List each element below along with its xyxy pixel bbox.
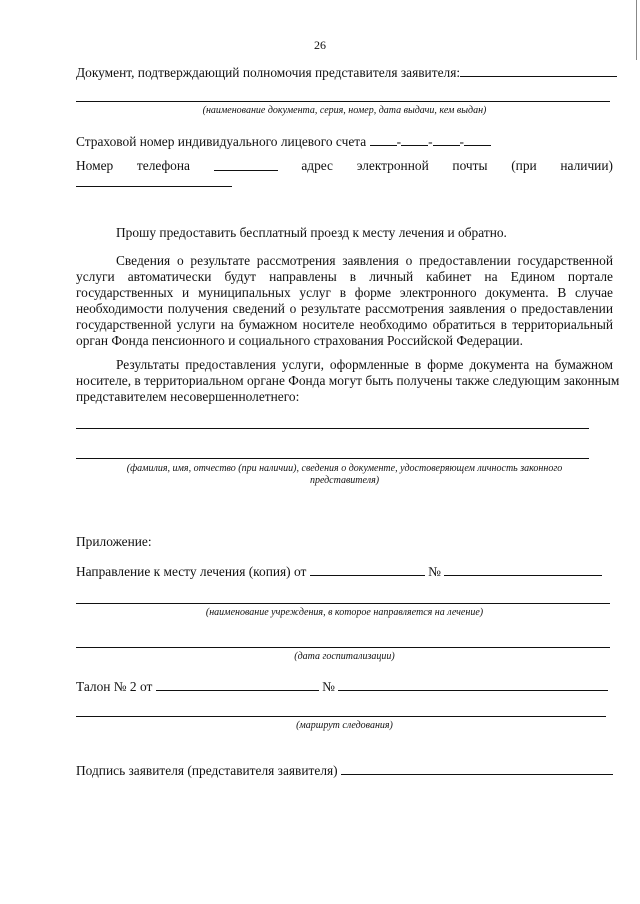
phone-word-1: Номер [76, 158, 114, 173]
snils-separator: - [396, 134, 402, 149]
results-line: государственных и муниципальных услуг в форме электронного документа. В случае [76, 285, 613, 301]
snils-line [76, 133, 613, 150]
legal-rep-caption-1: (фамилия, имя, отчество (при наличии), сведения о документе, удостоверяющем личность законного [126, 463, 563, 474]
coupon-date-field[interactable] [156, 678, 319, 691]
coupon-route-caption: (маршрут следования) [296, 720, 393, 731]
results-line: государственной услуги на бумажном носителе необходимо обратиться в территориальный [76, 317, 613, 333]
request-text: Прошу предоставить бесплатный проезд к месту лечения и обратно. [116, 225, 507, 240]
email-field[interactable] [76, 186, 232, 187]
referral-line [76, 563, 613, 580]
paper-line: представителем несовершеннолетнего: [76, 389, 300, 405]
legal-rep-caption-2: представителя) [309, 475, 380, 486]
paper-line: Результаты предоставления услуги, оформленные в форме документа на бумажном [116, 357, 613, 372]
snils-field-4[interactable] [464, 133, 491, 146]
attachment-title: Приложение: [76, 534, 152, 549]
representative-line [76, 64, 613, 81]
coupon-line [76, 678, 613, 695]
page-number: 26 [314, 38, 326, 52]
phone-word-2: телефона [136, 158, 190, 173]
phone-field[interactable] [214, 158, 278, 171]
results-paragraph [76, 253, 613, 350]
results-line: услуги автоматически будут направлены в личный кабинет на Едином портале [76, 269, 613, 285]
signature-field[interactable] [341, 762, 613, 775]
results-line: Сведения о результате рассмотрения заявления о предоставлении государственной [116, 253, 613, 268]
results-line: необходимости получения сведений о результате рассмотрения заявления о предоставлении [76, 301, 613, 317]
email-word-4: (при [511, 158, 537, 173]
representative-field[interactable] [460, 64, 617, 77]
referral-number-field[interactable] [444, 563, 602, 576]
snils-field-1[interactable] [370, 133, 397, 146]
results-line: орган Фонда пенсионного и социального страхования Российской Федерации. [76, 333, 523, 349]
snils-separator: - [459, 134, 465, 149]
referral-hospitalization-date-caption: (дата госпитализации) [294, 651, 395, 662]
contacts-line [76, 158, 613, 174]
representative-caption: (наименование документа, серия, номер, дата выдачи, кем выдан) [202, 105, 487, 116]
email-word-1: адрес [301, 158, 334, 173]
representative-field-line[interactable] [76, 101, 610, 102]
snils-separator: - [428, 134, 433, 149]
snils-field-2[interactable] [401, 133, 428, 146]
email-word-5: наличии) [560, 158, 613, 173]
referral-label: Направление к месту лечения (копия) от [76, 564, 307, 579]
representative-label: Документ, подтверждающий полномочия представителя заявителя: [76, 65, 461, 80]
email-word-2: электронной [356, 158, 429, 173]
referral-institution-caption: (наименование учреждения, в которое направляется на лечение) [205, 607, 484, 618]
signature-line [76, 762, 613, 779]
legal-rep-field-1[interactable] [76, 428, 589, 429]
coupon-number-field[interactable] [338, 678, 608, 691]
signature-label: Подпись заявителя (представителя заявителя) [76, 763, 338, 778]
coupon-label: Талон № 2 от [76, 679, 153, 694]
referral-hospitalization-date-field[interactable] [76, 647, 610, 648]
coupon-route-field[interactable] [76, 716, 606, 717]
coupon-number-sign: № [322, 679, 335, 694]
snils-field-3[interactable] [433, 133, 460, 146]
email-word-3: почты [452, 158, 488, 173]
referral-number-sign: № [428, 564, 441, 579]
paper-line: носителе, в территориальном органе Фонда могут быть получены также следующим законным [76, 373, 620, 389]
legal-rep-field-2[interactable] [76, 458, 589, 459]
snils-label: Страховой номер индивидуального лицевого счета [76, 134, 367, 149]
referral-institution-field[interactable] [76, 603, 610, 604]
referral-date-field[interactable] [310, 563, 425, 576]
paper-paragraph [76, 357, 620, 405]
